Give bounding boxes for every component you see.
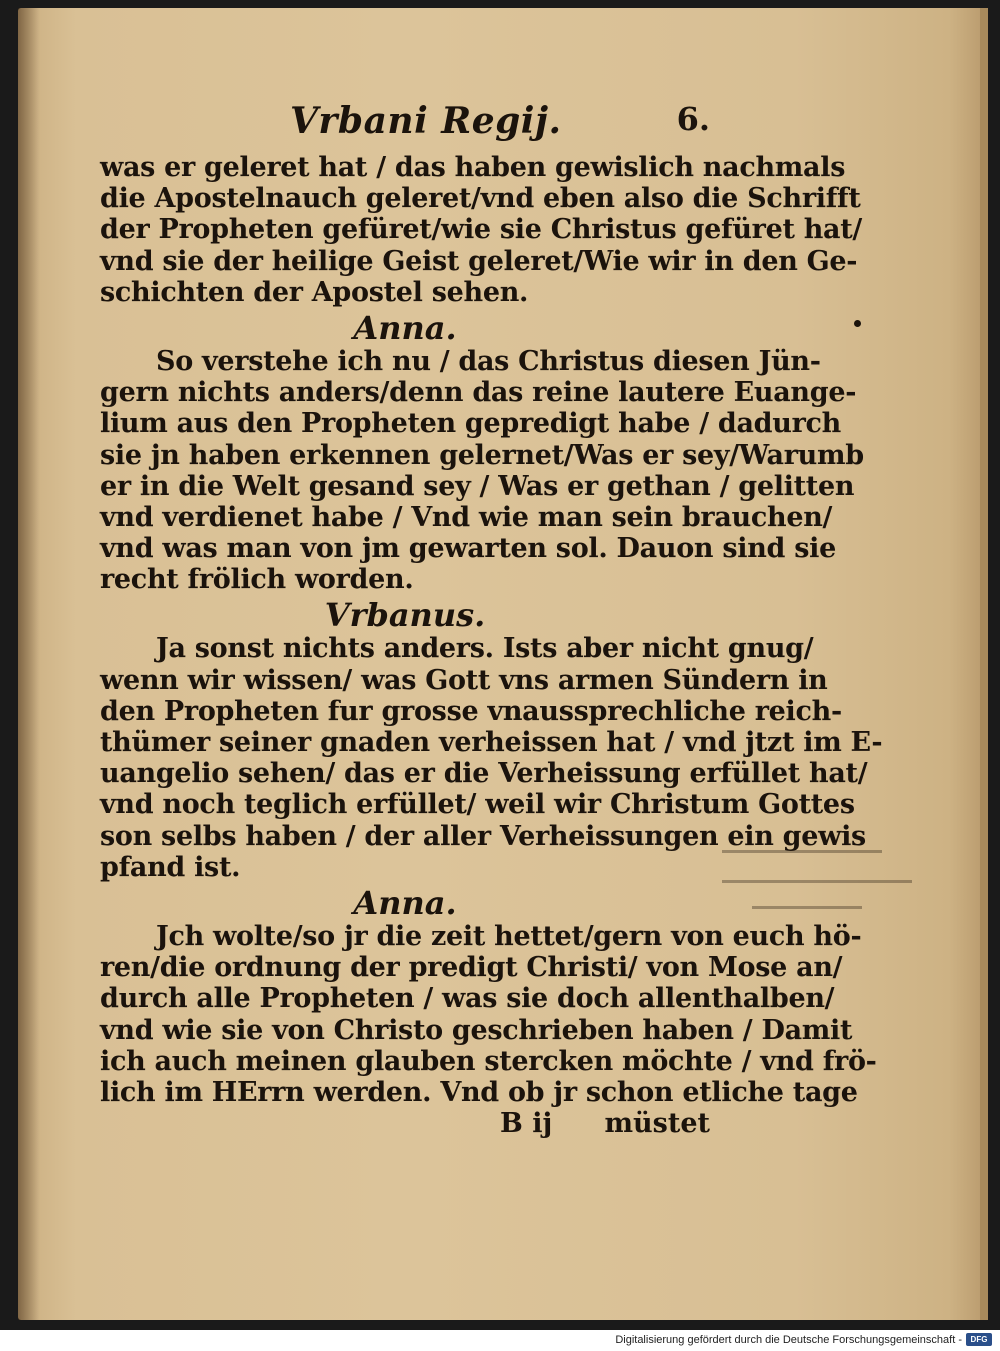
catchword: müstet <box>604 1108 710 1140</box>
text-block <box>100 100 883 1140</box>
text-line: was er geleret hat / das haben gewislich nachmals <box>100 152 846 183</box>
text-line: die Apostelnauch geleret/vnd eben also die Schrifft <box>100 183 861 215</box>
dfg-logo-icon: DFG <box>966 1333 992 1346</box>
text-line: uangelio sehen/ das er die Verheissung erfüllet hat/ <box>100 758 868 790</box>
bleed-through-mark <box>722 880 912 883</box>
folio-number: 6. <box>676 100 710 138</box>
running-head: Vrbani Regij. <box>290 100 562 142</box>
text-line: der Propheten gefüret/wie sie Christus gefüret hat/ <box>100 214 862 246</box>
digitization-credit <box>615 1333 992 1346</box>
text-line: thümer seiner gnaden verheissen hat / vnd jtzt im E- <box>100 727 883 758</box>
text-line: pfand ist. <box>100 851 241 883</box>
text-line: vnd was man von jm gewarten sol. Dauon sind sie <box>100 533 836 565</box>
text-line: vnd noch teglich erfüllet/ weil wir Christum Gottes <box>100 789 855 821</box>
page-footer <box>100 1108 710 1139</box>
text-line: ich auch meinen glauben stercken möchte / vnd frö- <box>100 1045 877 1077</box>
signature-mark: B ij <box>500 1108 553 1140</box>
text-line: Ja sonst nichts anders. Ists aber nicht gnug/ <box>156 633 814 665</box>
page-gutter-shadow <box>18 8 40 1320</box>
text-line: den Propheten fur grosse vnaussprechliche reich- <box>100 695 842 727</box>
text-line: son selbs haben / der aller Verheissungen ein gewis <box>100 820 866 852</box>
text-line: ren/die ordnung der predigt Christi/ von Mose an/ <box>100 952 843 984</box>
text-line: sie jn haben erkennen gelernet/Was er sey/Warumb <box>100 439 864 471</box>
ink-spot <box>854 320 861 327</box>
speaker-heading: Anna. <box>353 883 457 922</box>
text-line: lium aus den Propheten gepredigt habe / dadurch <box>100 408 841 440</box>
text-line: durch alle Propheten / was sie doch allenthalben/ <box>100 983 835 1015</box>
text-line: vnd sie der heilige Geist geleret/Wie wir in den Ge- <box>100 245 858 277</box>
text-line: er in die Welt gesand sey / Was er gethan / gelitten <box>100 470 855 502</box>
speaker-heading: Anna. <box>353 308 457 347</box>
body-text <box>100 152 883 1108</box>
text-line: schichten der Apostel sehen. <box>100 276 529 308</box>
text-line: Jch wolte/so jr die zeit hettet/gern von euch hö- <box>156 920 862 952</box>
text-line: gern nichts anders/denn das reine lautere Euange- <box>100 377 857 409</box>
text-line: So verstehe ich nu / das Christus diesen Jün- <box>156 345 821 377</box>
text-line: vnd verdienet habe / Vnd wie man sein brauchen/ <box>100 501 833 533</box>
text-line: wenn wir wissen/ was Gott vns armen Sündern in <box>100 664 828 696</box>
credit-text: Digitalisierung gefördert durch die Deutsche Forschungsgemeinschaft - <box>615 1333 962 1346</box>
bleed-through-mark <box>722 850 882 853</box>
page-right-edge <box>980 8 988 1320</box>
bleed-through-mark <box>752 906 862 909</box>
text-line: lich im HErrn werden. Vnd ob jr schon etliche tage <box>100 1076 858 1108</box>
page-header <box>100 100 710 152</box>
text-line: vnd wie sie von Christo geschrieben haben / Damit <box>100 1014 853 1046</box>
text-line: recht frölich worden. <box>100 564 414 596</box>
speaker-heading: Vrbanus. <box>324 596 486 635</box>
